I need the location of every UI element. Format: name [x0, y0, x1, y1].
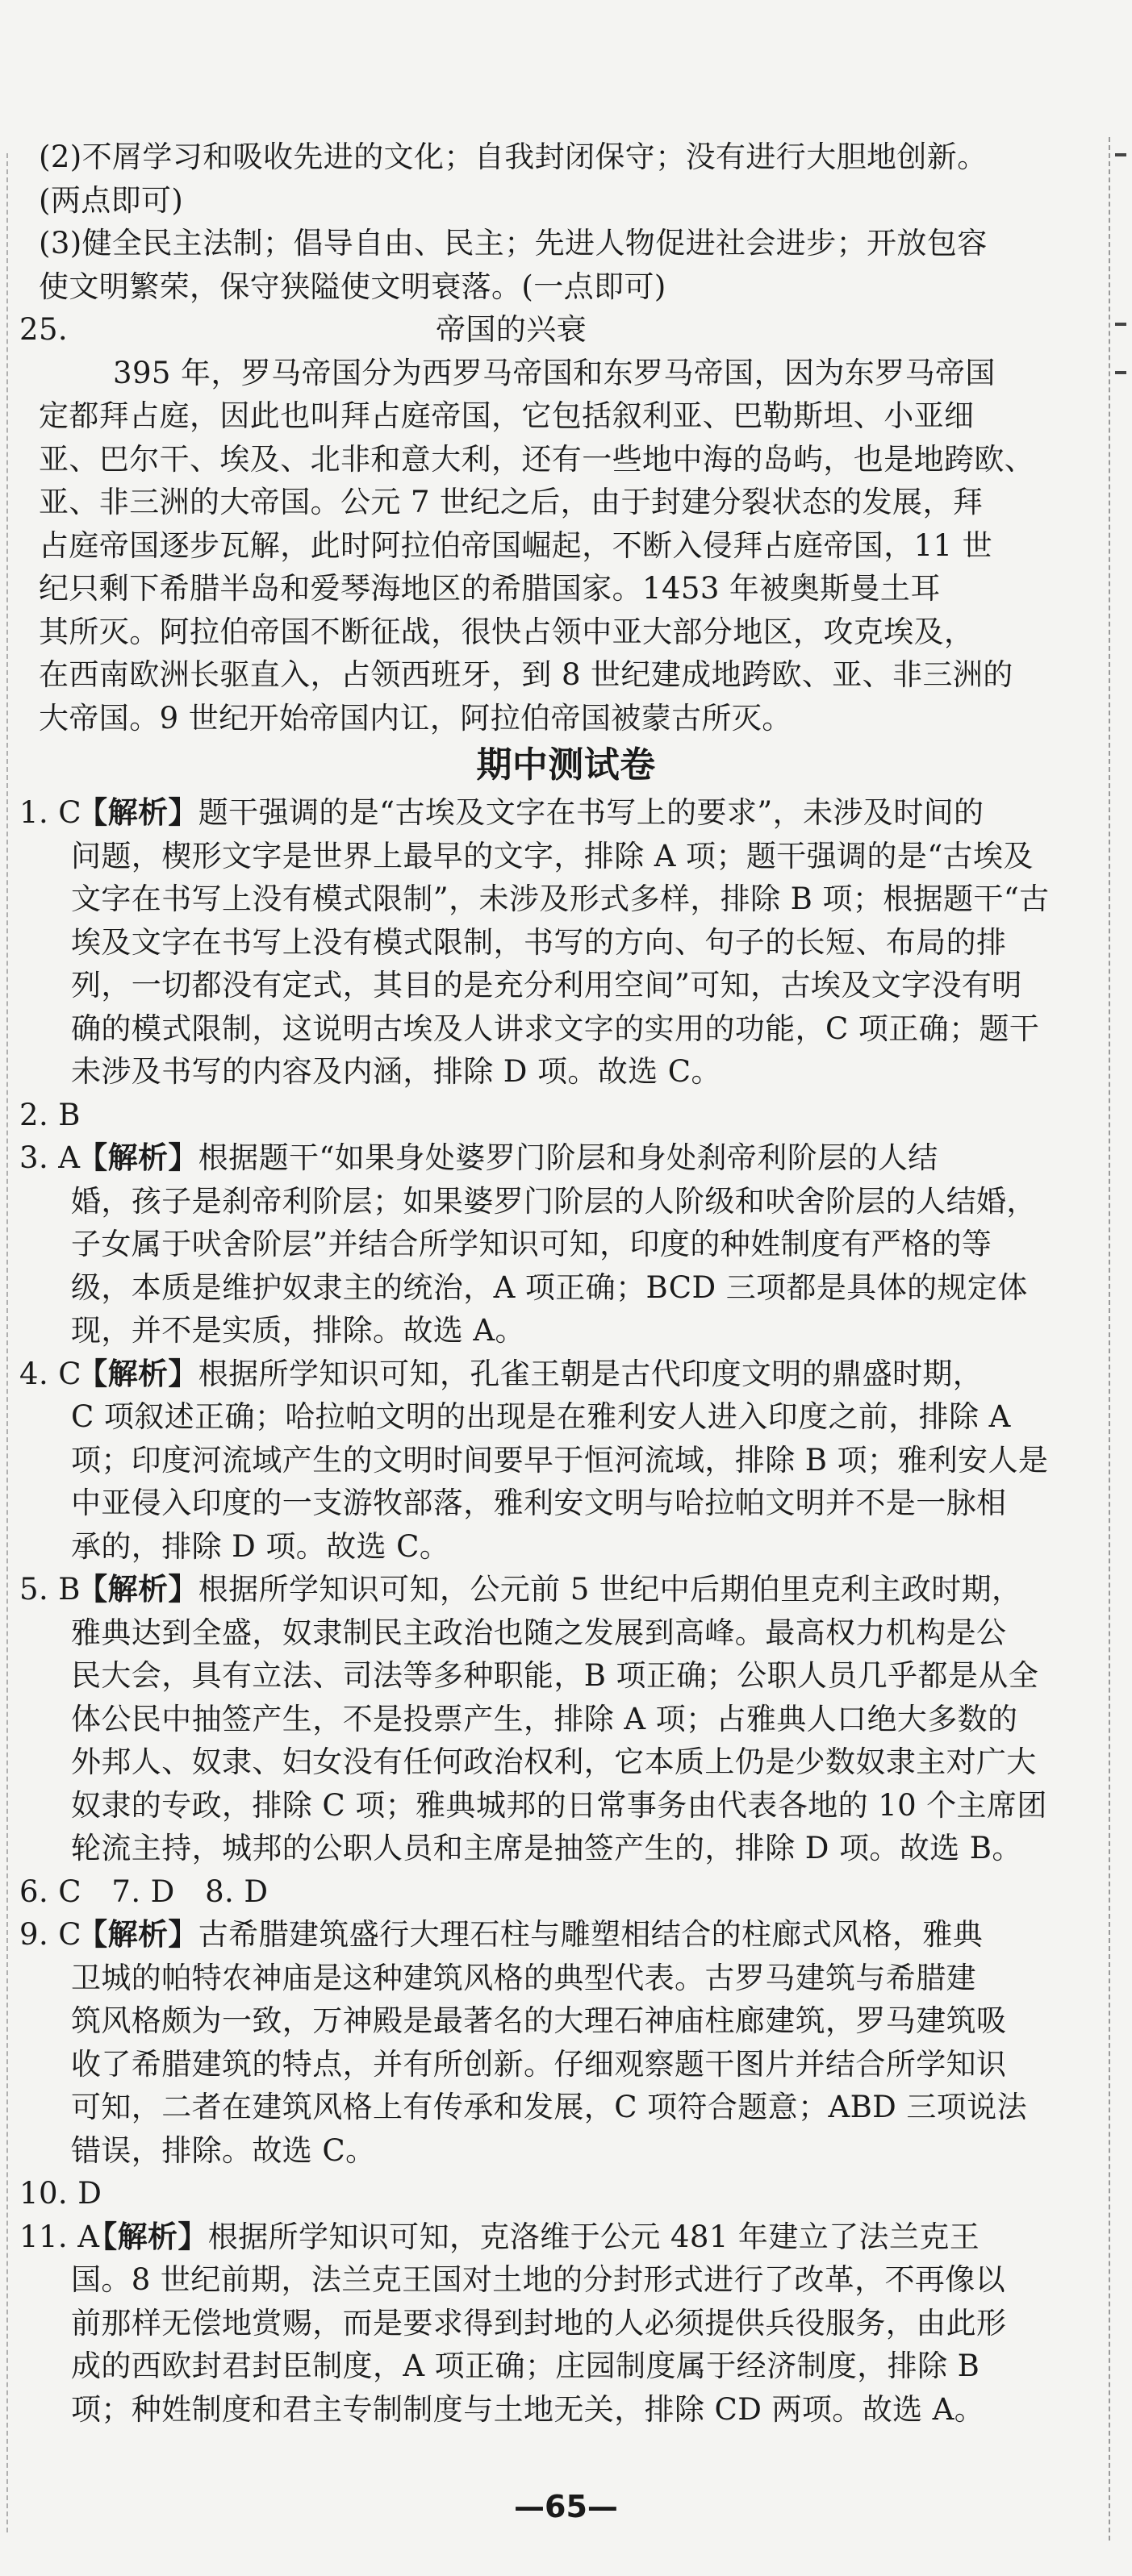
text-line: 筑风格颇为一致，万神殿是最著名的大理石神庙柱廊建筑，罗马建筑吸: [71, 2003, 1007, 2038]
text-line: 列，一切都没有定式，其目的是充分利用空间”可知，古埃及文字没有明: [71, 968, 1022, 1002]
analysis-tag: 【解析】: [77, 1572, 198, 1607]
text-line: 确的模式限制，这说明古埃及人讲求文字的实用的功能，C 项正确；题干: [71, 1011, 1040, 1046]
question-number: 1. C: [19, 795, 81, 830]
text-line: 中亚侵入印度的一支游牧部落，雅利安文明与哈拉帕文明并不是一脉相: [71, 1486, 1007, 1520]
text-line: 轮流主持，城邦的公职人员和主席是抽签产生的，排除 D 项。故选 B。: [71, 1831, 1022, 1865]
analysis-tag: 【解析】: [87, 2219, 208, 2254]
question-number: 4. C: [19, 1356, 81, 1391]
text-line: 前那样无偿地赏赐，而是要求得到封地的人必须提供兵役服务，由此形: [71, 2305, 1007, 2340]
answer-line: 6. C 7. D 8. D: [19, 1874, 269, 1909]
answer-line: [0, 2215, 1132, 2259]
essay-title-line: [0, 308, 1132, 352]
analysis-tag: 【解析】: [77, 1917, 198, 1952]
text-line: 亚、非三洲的大帝国。公元 7 世纪之后，由于封建分裂状态的发展，拜: [39, 485, 984, 519]
page-number: —65—: [514, 2489, 618, 2524]
question-number: 25.: [19, 312, 69, 347]
text-line: 成的西欧封君封臣制度，A 项正确；庄园制度属于经济制度，排除 B: [71, 2349, 980, 2383]
text-span: 根据所学知识可知，孔雀王朝是古代印度文明的鼎盛时期，: [198, 1356, 984, 1391]
text-line: 体公民中抽签产生，不是投票产生，排除 A 项；占雅典人口绝大多数的: [71, 1701, 1018, 1736]
analysis-tag: 【解析】: [77, 795, 198, 830]
text-line: (两点即可): [39, 182, 184, 218]
text-line: 文字在书写上没有模式限制”，未涉及形式多样，排除 B 项；根据题干“古: [71, 882, 1050, 916]
text-line: 婚，孩子是刹帝利阶层；如果婆罗门阶层的人阶级和吠舍阶层的人结婚，: [71, 1183, 1037, 1219]
text-line: 问题，楔形文字是世界上最早的文字，排除 A 项；题干强调的是“古埃及: [71, 838, 1034, 873]
text-line: 国。8 世纪前期，法兰克王国对土地的分封形式进行了改革，不再像以: [71, 2262, 1006, 2297]
text-line: 未涉及书写的内容及内涵，排除 D 项。故选 C。: [71, 1054, 721, 1089]
text-line: 卫城的帕特农神庙是这种建筑风格的典型代表。古罗马建筑与希腊建: [71, 1960, 976, 1995]
text-span: 根据题干“如果身处婆罗门阶层和身处刹帝利阶层的人结: [198, 1140, 938, 1175]
answer-line: [0, 1136, 1132, 1180]
question-number: 5. B: [19, 1572, 81, 1607]
question-number: 3. A: [19, 1140, 81, 1175]
text-line: 奴隶的专政，排除 C 项；雅典城邦的日常事务由代表各地的 10 个主席团: [71, 1787, 1047, 1823]
question-number: 11. A: [19, 2219, 100, 2254]
text-line: (2)不屑学习和吸收先进的文化；自我封闭保守；没有进行大胆地创新。: [39, 140, 988, 174]
text-line: 收了希腊建筑的特点，并有所创新。仔细观察题干图片并结合所学知识: [71, 2046, 1007, 2082]
essay-title: 帝国的兴衰: [436, 312, 587, 347]
answer-line: [0, 1568, 1132, 1611]
analysis-tag: 【解析】: [77, 1356, 198, 1391]
text-line: 项；印度河流域产生的文明时间要早于恒河流域，排除 B 项；雅利安人是: [71, 1442, 1049, 1478]
text-line: 现，并不是实质，排除。故选 A。: [71, 1313, 525, 1348]
text-span: 古希腊建筑盛行大理石柱与雕塑相结合的柱廊式风格，雅典: [198, 1917, 984, 1952]
text-line: 级，本质是维护奴隶主的统治，A 项正确；BCD 三项都是具体的规定体: [71, 1269, 1028, 1305]
answer-line: 2. B: [19, 1097, 81, 1132]
text-line: C 项叙述正确；哈拉帕文明的出现是在雅利安人进入印度之前，排除 A: [71, 1399, 1011, 1434]
section-title: 期中测试卷: [476, 744, 656, 786]
text-span: 题干强调的是“古埃及文字在书写上的要求”，未涉及时间的: [198, 795, 984, 830]
text-line: 雅典达到全盛，奴隶制民主政治也随之发展到高峰。最高权力机构是公: [71, 1615, 1007, 1650]
text-line: 占庭帝国逐步瓦解，此时阿拉伯帝国崛起，不断入侵拜占庭帝国，11 世: [39, 527, 993, 563]
answer-content: [0, 135, 1132, 2431]
text-line: 定都拜占庭，因此也叫拜占庭帝国，它包括叙利亚、巴勒斯坦、小亚细: [39, 398, 975, 433]
text-line: 其所灭。阿拉伯帝国不断征战，很快占领中亚大部分地区，攻克埃及，: [39, 614, 975, 649]
text-line: 埃及文字在书写上没有模式限制，书写的方向、句子的长短、布局的排: [71, 924, 1007, 960]
question-number: 9. C: [19, 1917, 81, 1952]
text-span: 根据所学知识可知，公元前 5 世纪中后期伯里克利主政时期，: [198, 1572, 1022, 1607]
text-line: 纪只剩下希腊半岛和爱琴海地区的希腊国家。1453 年被奥斯曼土耳: [39, 571, 941, 606]
text-line: 项；种姓制度和君主专制制度与土地无关，排除 CD 两项。故选 A。: [71, 2391, 985, 2427]
text-line: 子女属于吠舍阶层”并结合所学知识可知，印度的种姓制度有严格的等: [71, 1227, 992, 1261]
answer-line: 10. D: [19, 2176, 102, 2211]
text-line: 承的，排除 D 项。故选 C。: [71, 1528, 450, 1564]
text-line: 大帝国。9 世纪开始帝国内讧，阿拉伯帝国被蒙古所灭。: [39, 700, 792, 736]
text-line: 民大会，具有立法、司法等多种职能，B 项正确；公职人员几乎都是从全: [71, 1658, 1039, 1693]
text-line: 错误，排除。故选 C。: [71, 2132, 376, 2168]
text-line: 在西南欧洲长驱直入，占领西班牙，到 8 世纪建成地跨欧、亚、非三洲的: [39, 657, 1013, 692]
text-line: 外邦人、奴隶、妇女没有任何政治权利，它本质上仍是少数奴隶主对广大: [71, 1744, 1037, 1779]
answer-line: [0, 791, 1132, 835]
answer-line: [0, 1913, 1132, 1957]
analysis-tag: 【解析】: [77, 1140, 198, 1175]
text-line: 可知，二者在建筑风格上有传承和发展，C 项符合题意；ABD 三项说法: [71, 2090, 1028, 2124]
text-line: 亚、巴尔干、埃及、北非和意大利，还有一些地中海的岛屿，也是地跨欧、: [39, 441, 1035, 477]
answer-line: [0, 1353, 1132, 1396]
text-line: (3)健全民主法制；倡导自由、民主；先进人物促进社会进步；开放包容: [39, 226, 988, 261]
text-line: 395 年，罗马帝国分为西罗马帝国和东罗马帝国，因为东罗马帝国: [113, 355, 996, 390]
text-line: 使文明繁荣，保守狭隘使文明衰落。(一点即可): [39, 269, 666, 304]
text-span: 根据所学知识可知，克洛维于公元 481 年建立了法兰克王: [207, 2219, 980, 2254]
